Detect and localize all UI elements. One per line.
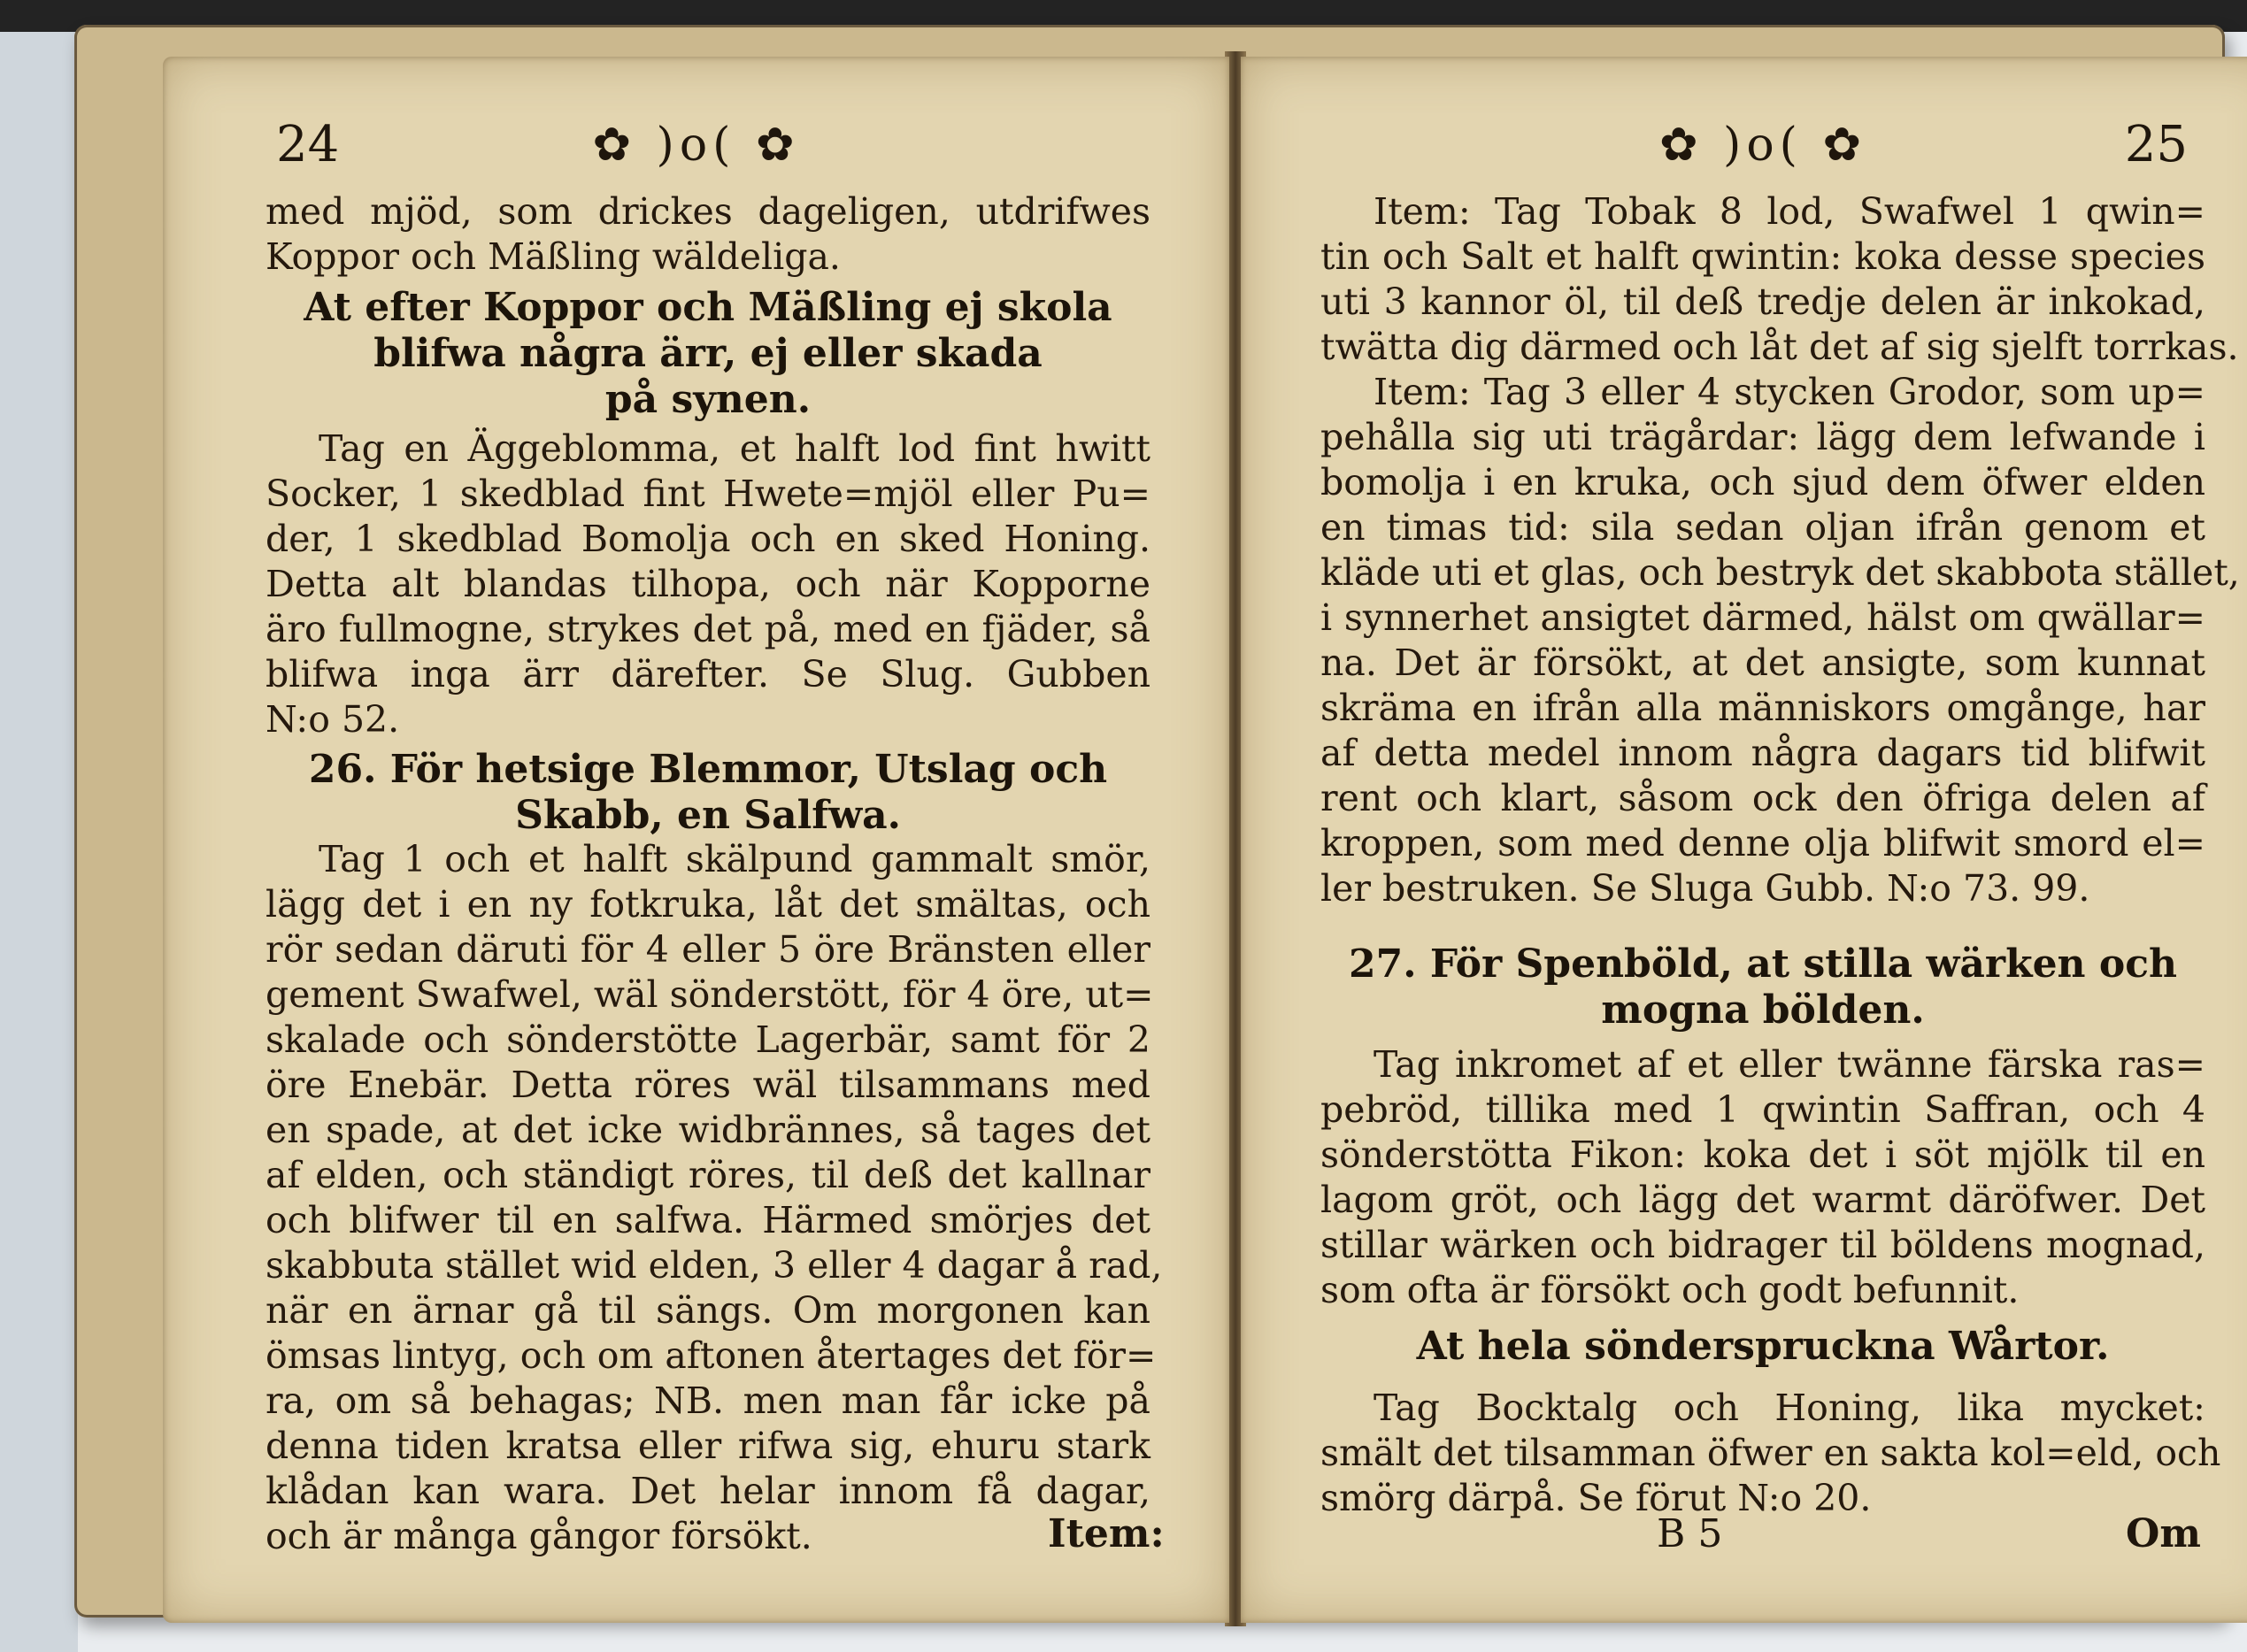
- text-line: smält det tilsamman öfwer en sakta kol=eld, och: [1320, 1432, 2221, 1474]
- text-line: tin och Salt et halft qwintin: koka desse species: [1320, 235, 2205, 278]
- right-paragraph-2: [1320, 370, 2240, 911]
- text-line: denna tiden kratsa eller rifwa sig, ehuru stark: [265, 1425, 1150, 1467]
- text-line: Tag inkromet af et eller twänne färska ras=: [1374, 1043, 2205, 1086]
- right-catchword: Om: [2126, 1511, 2201, 1556]
- scanner-left-strip: [0, 32, 78, 1652]
- text-line: kroppen, som med denne olja blifwit smord el=: [1320, 822, 2205, 864]
- text-line: ler bestruken. Se Sluga Gubb. N:o 73. 99.: [1320, 867, 2090, 910]
- right-page: [1241, 57, 2247, 1623]
- text-line: pehålla sig uti trägårdar: lägg dem lefwande i: [1320, 416, 2205, 458]
- open-book: [74, 25, 2240, 1617]
- text-line: i synnerhet ansigtet därmed, hälst om qwällar=: [1320, 596, 2205, 639]
- text-line: ömsas lintyg, och om aftonen återtages det för=: [265, 1334, 1157, 1377]
- text-line: N:o 52.: [265, 698, 400, 741]
- text-line: twätta dig därmed och låt det af sig sjelft torrkas.: [1320, 326, 2239, 368]
- heading-line: At hela sönderspruckna Wårtor.: [1416, 1324, 2110, 1369]
- text-line: skabbuta stället wid elden, 3 eller 4 dagar å rad,: [265, 1244, 1163, 1287]
- left-catchword: Item:: [1048, 1511, 1165, 1556]
- text-line: na. Det är försökt, at det ansigte, som kunnat: [1320, 642, 2205, 684]
- left-page-number: 24: [276, 116, 340, 173]
- right-signature-mark: B 5: [1657, 1511, 1723, 1556]
- text-line: Socker, 1 skedblad fint Hwete=mjöl eller Pu=: [265, 473, 1150, 515]
- text-line: af elden, och ständigt röres, til deß det kallnar: [265, 1154, 1150, 1196]
- text-line: uti 3 kannor öl, til deß tredje delen är inkokad,: [1320, 280, 2205, 323]
- right-page-number: 25: [2124, 116, 2188, 173]
- right-header-ornament: ✿ )o( ✿: [1658, 119, 1867, 172]
- text-line: klådan kan wara. Det helar innom få dagar,: [265, 1470, 1150, 1512]
- text-line: lägg det i en ny fotkruka, låt det smältas, och: [265, 883, 1150, 926]
- text-line: Item: Tag 3 eller 4 stycken Grodor, som up=: [1374, 371, 2205, 413]
- text-line: pebröd, tillika med 1 qwintin Saffran, och 4: [1320, 1088, 2205, 1131]
- text-line: stillar wärken och bidrager til böldens mognad,: [1320, 1224, 2205, 1266]
- text-line: skräma en ifrån alla människors omgånge, har: [1320, 687, 2205, 729]
- right-paragraph-1: [1320, 189, 2239, 370]
- left-paragraph-1: [265, 426, 1150, 742]
- text-line: sönderstötta Fikon: koka det i söt mjölk til en: [1320, 1133, 2205, 1176]
- text-line: Tag en Äggeblomma, et halft lod fint hwitt: [319, 427, 1150, 470]
- text-line: Koppor och Mäßling wäldeliga.: [265, 235, 841, 278]
- text-line: bomolja i en kruka, och sjud dem öfwer elden: [1320, 461, 2205, 503]
- text-line: Tag 1 och et halft skälpund gammalt smör,: [319, 838, 1150, 880]
- text-line: och är många gångor försökt.: [265, 1515, 812, 1557]
- text-line: och blifwer til en salfwa. Härmed smörjes det: [265, 1199, 1150, 1241]
- text-line: en spade, at det icke widbrännes, så tages det: [265, 1109, 1150, 1151]
- right-paragraph-3: [1320, 1042, 2205, 1313]
- heading-line: 27. För Spenböld, at stilla wärken och: [1348, 941, 2177, 987]
- text-line: blifwa inga ärr därefter. Se Slug. Gubben: [265, 653, 1150, 695]
- text-line: rör sedan däruti för 4 eller 5 öre Bränsten eller: [265, 928, 1150, 971]
- text-line: Tag Bocktalg och Honing, lika mycket:: [1374, 1387, 2205, 1429]
- heading-line: mogna bölden.: [1601, 987, 1925, 1033]
- text-line: smörg därpå. Se förut N:o 20.: [1320, 1477, 1872, 1519]
- heading-line: Skabb, en Salfwa.: [515, 793, 901, 838]
- left-paragraph-2: [265, 837, 1163, 1559]
- right-heading-2: [1320, 1324, 2205, 1370]
- text-line: rent och klart, såsom ock den öfriga delen af: [1320, 777, 2205, 819]
- heading-line: 26. För hetsige Blemmor, Utslag och: [308, 747, 1108, 792]
- right-heading-1: [1320, 941, 2205, 1033]
- text-line: Item: Tag Tobak 8 lod, Swafwel 1 qwin=: [1374, 190, 2205, 233]
- text-line: Detta alt blandas tilhopa, och när Kopporne: [265, 563, 1150, 605]
- text-line: af detta medel innom några dagars tid blifwit: [1320, 732, 2205, 774]
- heading-line: på synen.: [604, 377, 812, 422]
- left-page: [163, 57, 1229, 1623]
- left-heading-2: [265, 747, 1150, 839]
- left-heading-1: [265, 285, 1150, 423]
- text-line: ra, om så behagas; NB. men man får icke på: [265, 1379, 1150, 1422]
- heading-line: blifwa några ärr, ej eller skada: [373, 331, 1043, 376]
- text-line: öre Enebär. Detta röres wäl tilsammans med: [265, 1064, 1150, 1106]
- left-intro-text: [265, 189, 1150, 280]
- text-line: som ofta är försökt och godt befunnit.: [1320, 1269, 2020, 1311]
- text-line: skalade och sönderstötte Lagerbär, samt för 2: [265, 1018, 1150, 1061]
- text-line: kläde uti et glas, och bestryk det skabbota stället,: [1320, 551, 2240, 594]
- left-header-ornament: ✿ )o( ✿: [592, 119, 800, 172]
- text-line: lagom gröt, och lägg det warmt däröfwer. Det: [1320, 1179, 2205, 1221]
- text-line: med mjöd, som drickes dageligen, utdrifwes: [265, 190, 1150, 233]
- text-line: der, 1 skedblad Bomolja och en sked Honing.: [265, 518, 1150, 560]
- text-line: när en ärnar gå til sängs. Om morgonen kan: [265, 1289, 1150, 1332]
- heading-line: At efter Koppor och Mäßling ej skola: [304, 285, 1112, 330]
- text-line: äro fullmogne, strykes det på, med en fjäder, så: [265, 608, 1150, 650]
- text-line: en timas tid: sila sedan oljan ifrån genom et: [1320, 506, 2205, 549]
- text-line: gement Swafwel, wäl sönderstött, för 4 öre, ut=: [265, 973, 1154, 1016]
- right-page-header: [1241, 110, 2247, 181]
- right-paragraph-4: [1320, 1386, 2221, 1521]
- left-page-header: [163, 110, 1229, 181]
